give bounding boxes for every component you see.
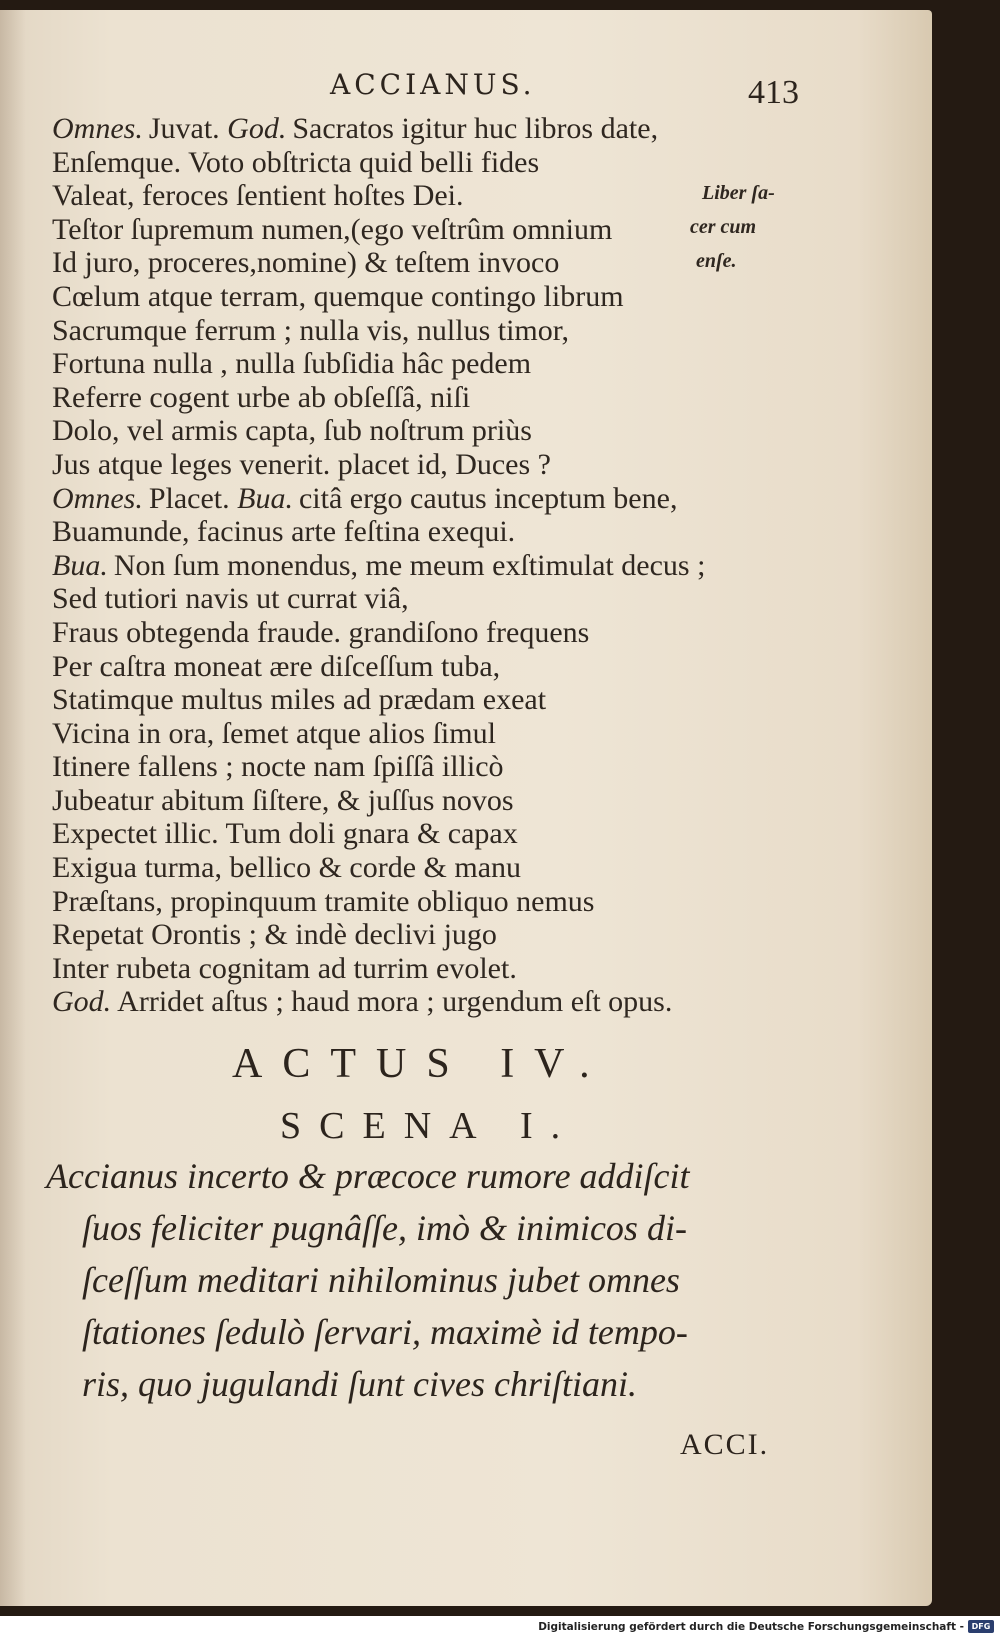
verse-line: Repetat Orontis ; & indè declivi jugo bbox=[52, 918, 497, 952]
verse-line: Referre cogent urbe ab obſeſſâ, niſi bbox=[52, 380, 471, 414]
argument-line: ſuos feliciter pugnâſſe, imò & inimicos di- bbox=[82, 1208, 687, 1248]
verse-line: Jubeatur abitum ſiſtere, & juſſus novos bbox=[52, 783, 514, 817]
verse-text: Juvat. bbox=[148, 112, 220, 145]
scene-heading: SCENA I. bbox=[280, 1105, 579, 1147]
argument-line: ris, quo jugulandi ſunt cives chriſtiani. bbox=[82, 1364, 637, 1404]
verse-line: Cœlum atque terram, quemque contingo librum bbox=[52, 279, 624, 313]
margin-note bbox=[690, 176, 800, 278]
argument-line: ſtationes ſedulò ſervari, maximè id tempo- bbox=[82, 1312, 688, 1352]
verse-line: Sacrumque ferrum ; nulla vis, nullus timor, bbox=[52, 313, 570, 347]
verse-line: Fortuna nulla , nulla ſubſidia hâc pedem bbox=[52, 347, 532, 381]
speaker-label: God. bbox=[227, 112, 287, 145]
speaker-label: Bua. bbox=[237, 481, 293, 515]
argument-line: ſceſſum meditari nihilominus jubet omnes bbox=[82, 1260, 680, 1300]
verse-line: Statimque multus miles ad prædam exeat bbox=[52, 683, 547, 717]
page-number: 413 bbox=[748, 74, 799, 111]
verse-line: Jus atque leges venerit. placet id, Duces ? bbox=[52, 447, 551, 481]
verse-line: Fraus obtegenda fraude. grandiſono frequens bbox=[52, 615, 590, 649]
verse-text: Non ſum monendus, me meum exſtimulat decus ; bbox=[113, 548, 706, 582]
margin-note-line: enſe. bbox=[696, 250, 737, 272]
verse-line: Teſtor ſupremum numen,(ego veſtrûm omnium bbox=[52, 212, 613, 246]
scene-argument bbox=[46, 1150, 806, 1410]
verse-line: Inter rubeta cognitam ad turrim evolet. bbox=[52, 951, 517, 985]
argument-line: Accianus incerto & præcoce rumore addiſcit bbox=[46, 1156, 690, 1196]
verse-line: Vicina in ora, ſemet atque alios ſimul bbox=[52, 716, 496, 750]
verse-text: Placet. bbox=[148, 481, 230, 515]
speaker-label: God. bbox=[52, 985, 112, 1019]
verse-text: Sacratos igitur huc libros date, bbox=[292, 112, 659, 145]
verse-line: Enſemque. Voto obſtricta quid belli fides bbox=[52, 145, 540, 179]
speaker-label: Omnes. bbox=[52, 112, 143, 145]
speaker-label: Bua. bbox=[52, 548, 108, 582]
verse-line: Exigua turma, bellico & corde & manu bbox=[52, 851, 522, 885]
verse-line bbox=[52, 549, 812, 583]
verse-text: citâ ergo cautus inceptum bene, bbox=[298, 481, 678, 515]
verse-text: Arridet aſtus ; haud mora ; urgendum eſt opus. bbox=[117, 985, 673, 1019]
verse-line bbox=[52, 985, 812, 1019]
dfg-logo-icon: DFG bbox=[968, 1620, 994, 1633]
speaker-label: Omnes. bbox=[52, 481, 143, 515]
verse-line: Expectet illic. Tum doli gnara & capax bbox=[52, 817, 518, 851]
verse-line: Valeat, feroces ſentient hoſtes Dei. bbox=[52, 179, 464, 213]
verse-line: Per caſtra moneat ære diſceſſum tuba, bbox=[52, 649, 501, 683]
catchword: ACCI. bbox=[680, 1428, 770, 1461]
verse-line: Dolo, vel armis capta, ſub noſtrum priùs bbox=[52, 414, 532, 448]
verse-line bbox=[52, 112, 812, 146]
verse-line: Id juro, proceres,nomine) & teſtem invoco bbox=[52, 246, 560, 280]
funding-credit: Digitalisierung gefördert durch die Deutsche Forschungsgemeinschaft - bbox=[538, 1621, 964, 1633]
verse-line: Præſtans, propinquum tramite obliquo nemus bbox=[52, 884, 595, 918]
verse-line: Itinere fallens ; nocte nam ſpiſſâ illicò bbox=[52, 750, 504, 784]
margin-note-line: Liber ſa- bbox=[702, 182, 775, 204]
running-head: ACCIANUS. bbox=[330, 68, 536, 101]
act-heading: ACTUS IV. bbox=[232, 1041, 610, 1087]
margin-note-line: cer cum bbox=[690, 216, 757, 238]
verse-line: Sed tutiori navis ut currat viâ, bbox=[52, 582, 409, 616]
verse-line: Buamunde, facinus arte feſtina exequi. bbox=[52, 515, 516, 549]
verse-line bbox=[52, 482, 812, 516]
